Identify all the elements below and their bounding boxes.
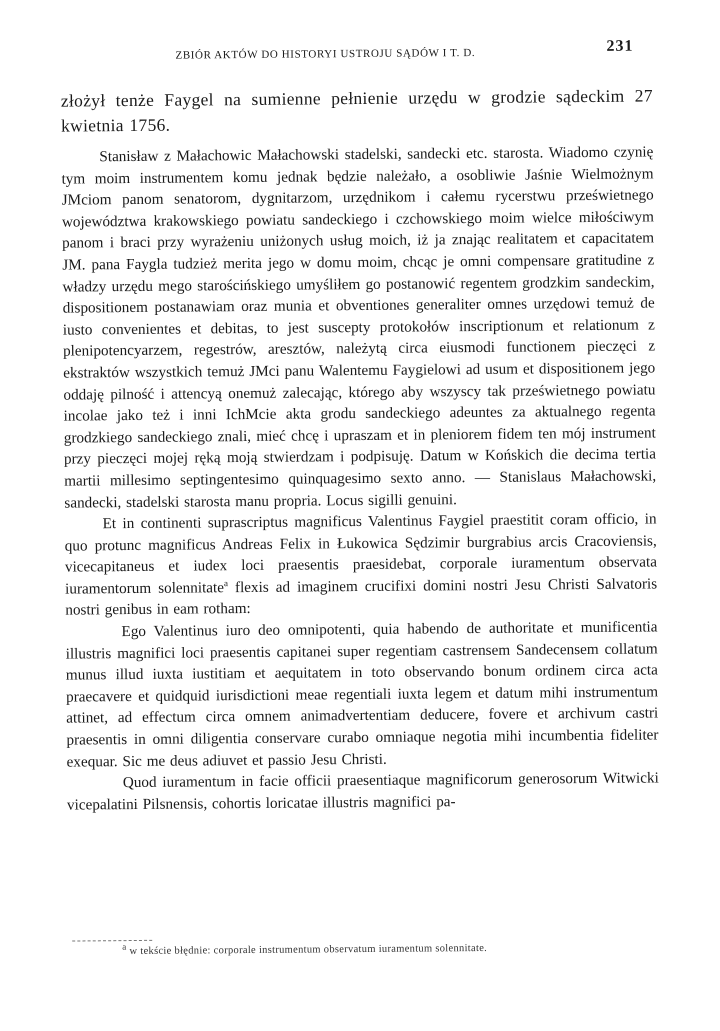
paragraph-oath-intro — [64, 509, 657, 622]
footnote-text: w tekście błędnie: corporale instrumentum observatum iuramentum solennitate. — [129, 942, 488, 958]
footnote-reference: a — [223, 577, 228, 589]
oath-intro-text: Et in continenti suprascriptus magnificus Valentinus Faygiel praestitit coram officio, in quo protunc magnificus Andreas Felix in Łukowica Sędzimir burgrabius arcis Cracoviensis, vicecapitaneus et iudex loci praesentis praesidebat, corporale iuramentum observata iuramentorum solennitate — [64, 510, 657, 598]
footnote-marker: a — [122, 941, 127, 952]
paragraph-oath: Ego Valentinus iuro deo omnipotenti, quia habendo de authoritate et munificentia illustris magnifici loci praesentis capitanei super regentiam castrensem Sandecensem collatum munus illud iuxta iustitiam et aequitatem in toto observando bonum ordinem circa acta praecavere et quidquid iurisdictioni meae regentiali iuxta legem et datum mihi instrumentum attinet, ad effectum circa omnem animadvertentiam deducere, fovere et archivum castri praesentis in omni diligentia conservare curabo omniaque negotia mihi incumbentia fideliter exequar. Sic me deus adiuvet et passio Jesu Christi. — [65, 618, 659, 771]
oath-intro-continuation: flexis ad imaginem crucifixi domini nostri Jesu Christi Salvatoris nostri genibus in eam rotham: — [65, 575, 658, 620]
paragraph-appointment: Stanisław z Małachowic Małachowski stadelski, sandecki etc. starosta. Wiadomo czynię tym moim instrumentem komu jednak będzie należało, a osobliwie Jaśnie Wielmożnym JMciom panom senatorom, dygnitarzom, urzędnikom i całemu rycerstwu prześwietnego województwa krakowskiego powiatu sandeckiego i czchowskiego moim wielce miłościwym panom i braci przy wyrażeniu uniżonych usług moich, iż ja znając realitatem et capacitatem JM. pana Faygla tudzież merita jego w domu moim, chcąc je omni compensare gratitudine z władzy urzędu mego starościńskiego umyśliłem go postanowić regentem grodzkim sandeckim, dispositionem postanawiam oraz munia et obventiones generaliter omnes urzędowi temuż de iusto convenientes et debitas, to jest suscepty protokołów inscriptionum et relationum z plenipotencyarzem, regestrów, aresztów, należytą circa eiusmodi functionem pieczęci z ekstraktów wszystkich temuż JMci panu Walentemu Faygielowi ad usum et dispositionem jego oddaję pilność i attencyą onemuż zalecając, którego aby wszyscy tak prześwietnego powiatu incolae jako też i inni IchMcie akta grodu sandeckiego adeuntes za aktualnego regenta grodzkiego sandeckiego znali, mieć chcę i upraszam et in pleniorem fidem ten mój instrument przy pieczęci mojej ręką moją stwierdzam i podpisuję. Datum w Końskich die decima tertia martii millesimo septingentesimo quinquagesimo sexto anno. — Stanislaus Małachowski, sandecki, stadelski starosta manu propria. Locus sigilli genuini. — [61, 143, 657, 512]
footnote — [122, 943, 487, 957]
running-head: ZBIÓR AKTÓW DO HISTORYI USTROJU SĄDÓW I T. D. — [175, 46, 476, 62]
paragraph-closing: Quod iuramentum in facie officii praesentiaque magnificorum generosorum Witwicki vicepalatini Pilsnensis, cohortis loricatae illustris magnifici pa- — [66, 769, 659, 814]
page-number: 231 — [606, 37, 634, 55]
body-text — [61, 141, 659, 816]
footnote-divider — [72, 940, 152, 942]
intro-paragraph: złożył tenże Faygel na sumienne pełnienie urzędu w grodzie sądeckim 27 kwietnia 1756. — [60, 85, 653, 136]
